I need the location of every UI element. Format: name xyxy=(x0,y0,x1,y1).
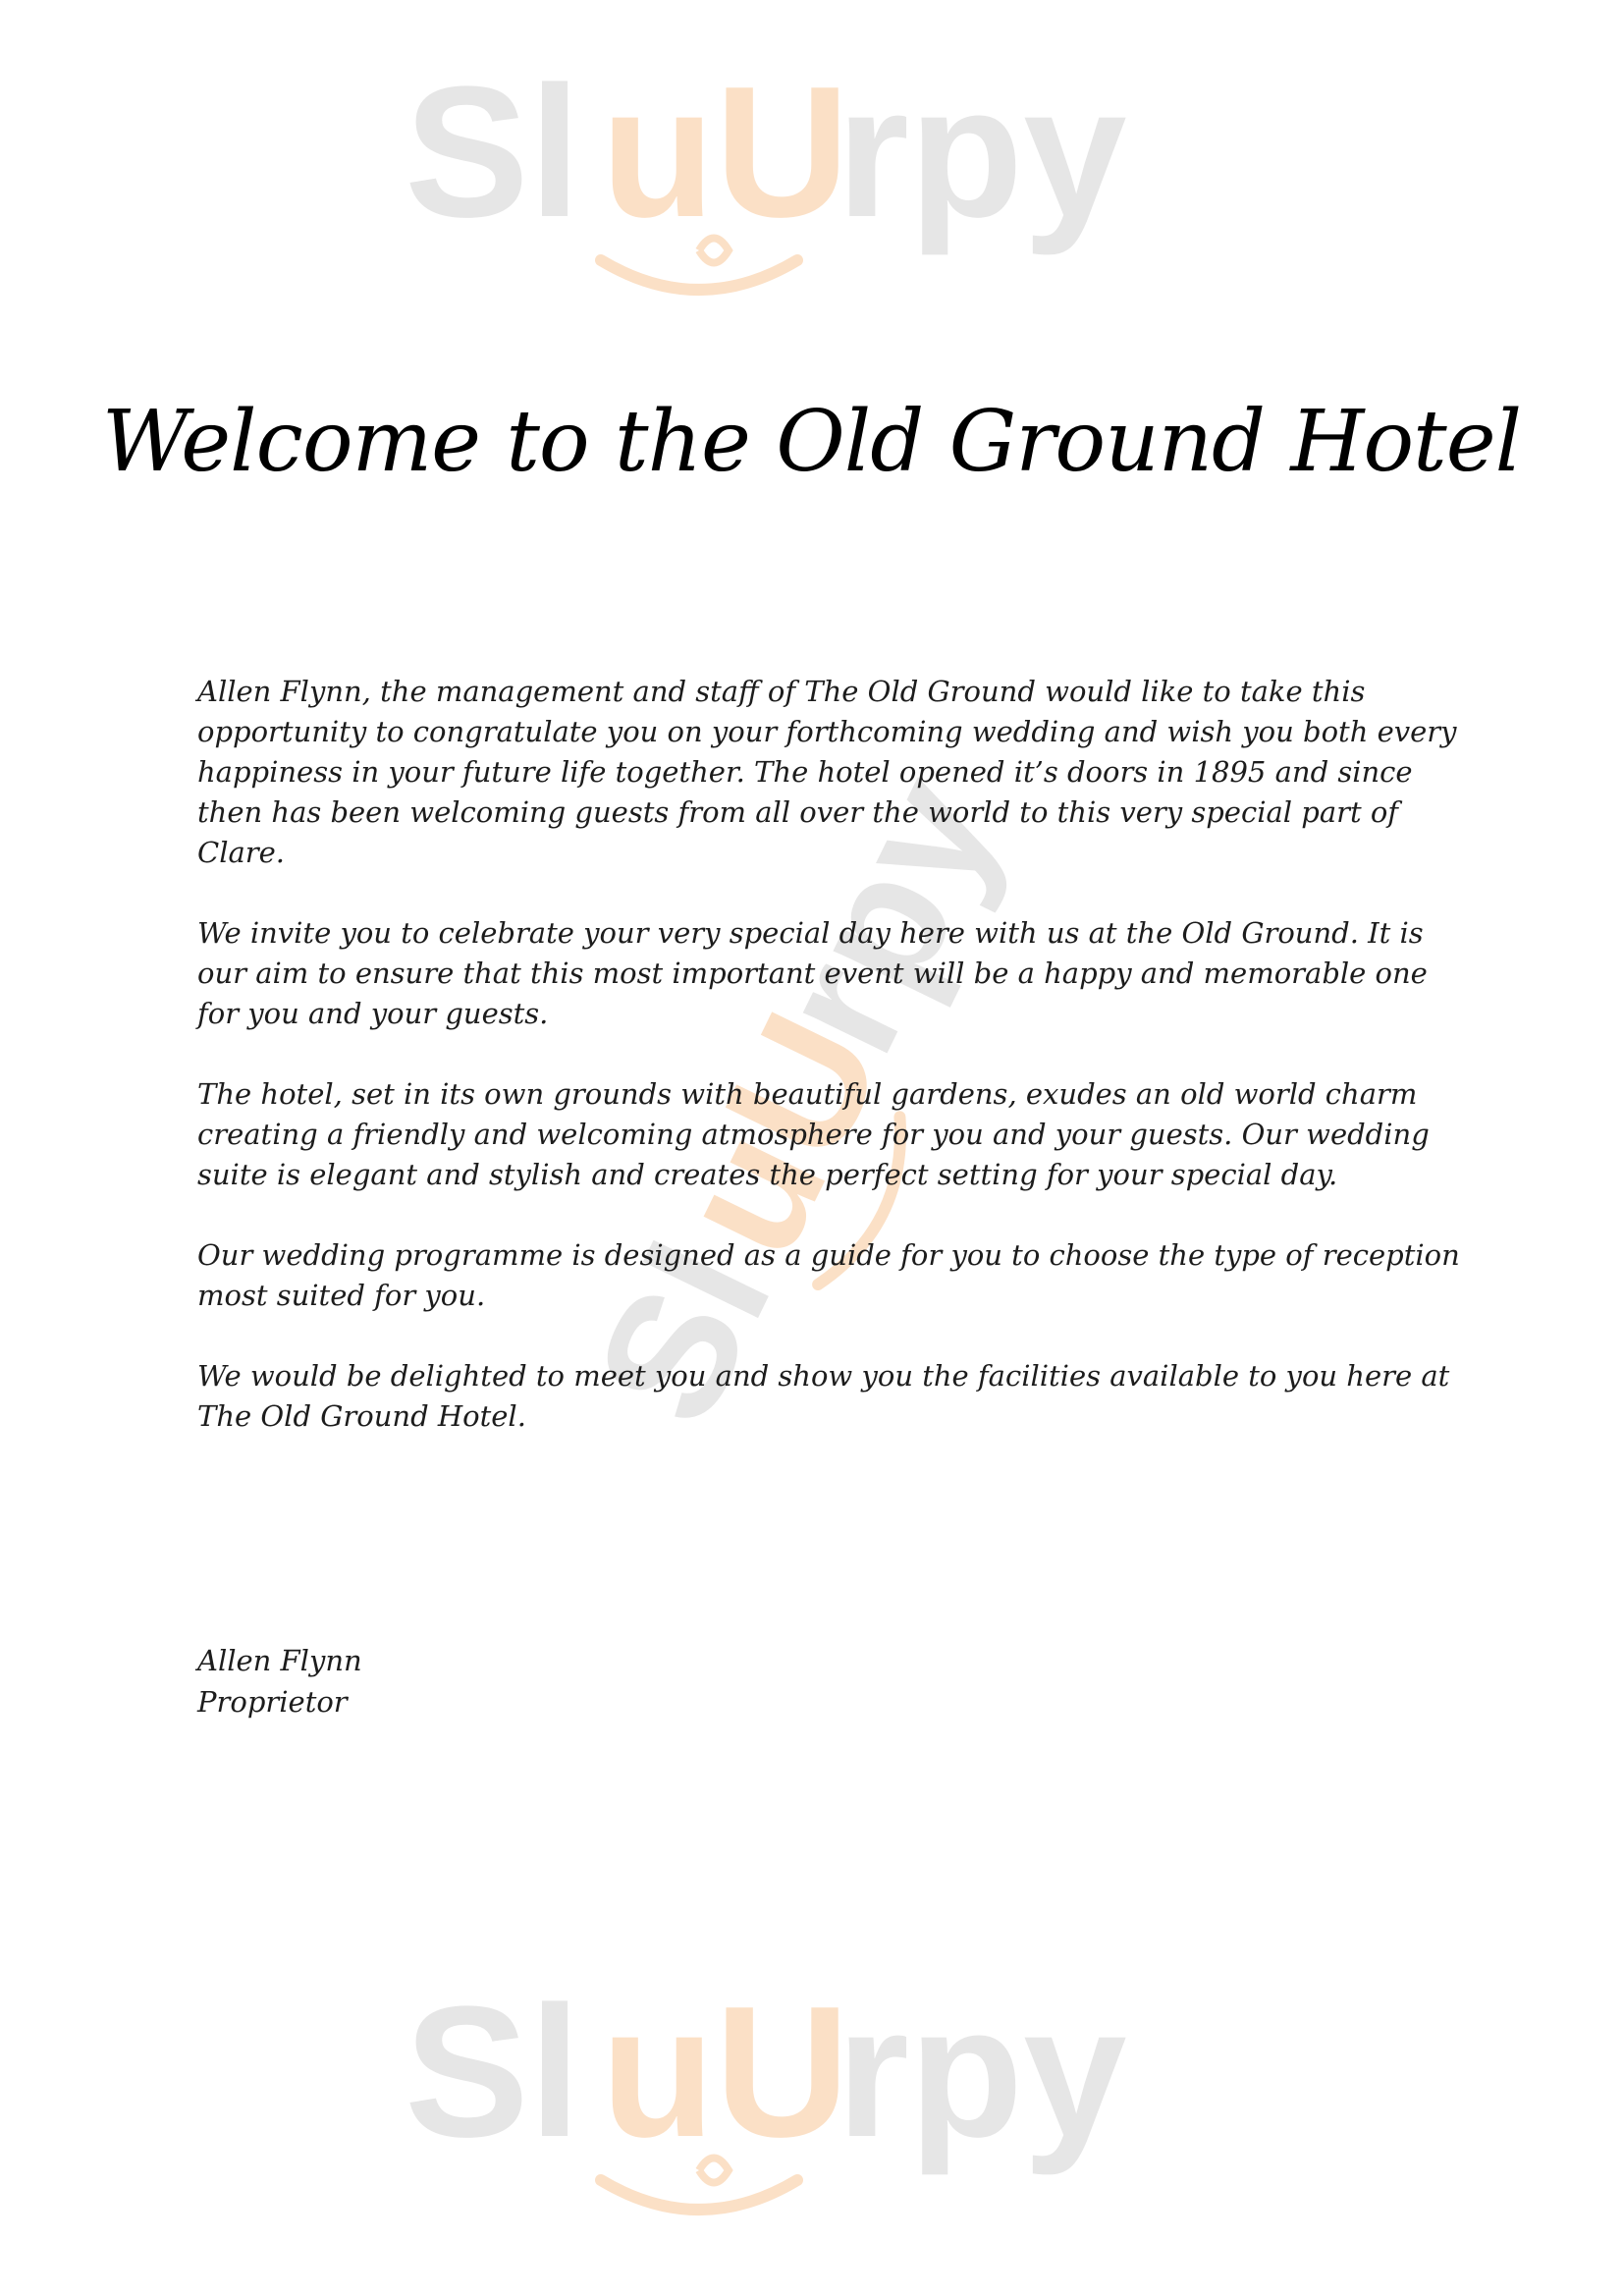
svg-text:uU: uU xyxy=(639,985,921,1285)
letter-body xyxy=(197,672,1464,1477)
paragraph-intro: Allen Flynn, the management and staff of The Old Ground would like to take this opportunity to congratulate you on your forthcoming wedding and wish you both every happiness in your future life together. The hotel opened it’s doors in 1895 and since then has been welcoming guests from all over the world to this very special part of Clare. xyxy=(197,675,1457,869)
signature-name: Allen Flynn xyxy=(197,1644,362,1677)
signature-role: Proprietor xyxy=(197,1685,348,1719)
paragraph-programme: Our wedding programme is designed as a guide for you to choose the type of reception most suited for you. xyxy=(197,1238,1460,1312)
svg-text:rpy: rpy xyxy=(738,746,1037,1081)
page-title: Welcome to the Old Ground Hotel xyxy=(101,393,1522,491)
paragraph-hotel-description: The hotel, set in its own grounds with beautiful gardens, exudes an old world charm creating a friendly and welcoming atmosphere for you and your guests. Our wedding suite is elegant and stylish and creates the perfect setting for your special day. xyxy=(197,1077,1430,1191)
svg-text:uU: uU xyxy=(601,49,850,256)
svg-text:Sl: Sl xyxy=(558,1215,809,1452)
sluurpy-watermark-bottom xyxy=(405,1969,1210,2224)
svg-text:rpy: rpy xyxy=(837,49,1127,256)
paragraph-invitation: We invite you to celebrate your very special day here with us at the Old Ground. It is our aim to ensure that this most important event will be a happy and memorable one for you and your guests. xyxy=(197,916,1428,1030)
svg-text:Sl: Sl xyxy=(405,49,581,256)
svg-text:rpy: rpy xyxy=(837,1969,1127,2176)
sluurpy-logo-icon xyxy=(405,49,1210,304)
sluurpy-watermark-top xyxy=(405,49,1210,304)
sluurpy-logo-icon xyxy=(405,1969,1210,2224)
signature-block xyxy=(197,1640,362,1722)
svg-text:uU: uU xyxy=(601,1969,850,2176)
paragraph-closing: We would be delighted to meet you and show you the facilities available to you here at The Old Ground Hotel. xyxy=(197,1359,1450,1433)
svg-text:Sl: Sl xyxy=(405,1969,581,2176)
